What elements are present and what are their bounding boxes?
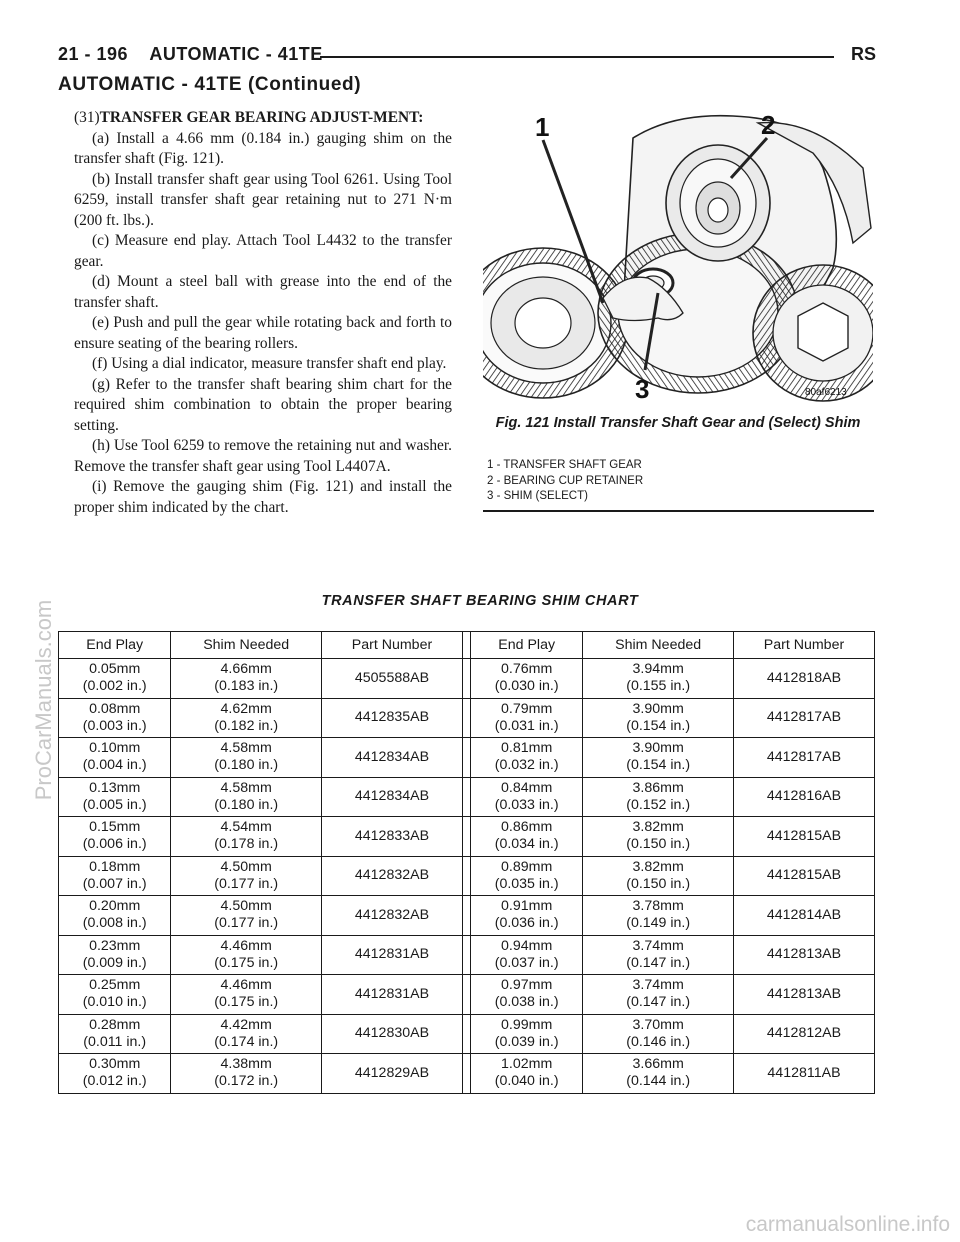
metric-value: 1.02mm: [501, 1056, 553, 1073]
part-number-cell: 4505588AB: [321, 659, 462, 699]
table-header-row: [59, 632, 875, 659]
imperial-value: (0.149 in.): [626, 915, 691, 932]
table-row: [59, 659, 875, 699]
shim-needed-cell: [583, 738, 734, 778]
imperial-value: (0.177 in.): [214, 915, 279, 932]
metric-value: 0.86mm: [501, 819, 553, 836]
imperial-value: (0.032 in.): [494, 757, 559, 774]
table-row: [59, 1054, 875, 1094]
substep-f: (f) Using a dial indicator, measure transfer shaft end play.: [92, 355, 447, 372]
shim-needed-cell: [171, 975, 322, 1015]
col-header: Shim Needed: [583, 632, 734, 659]
shim-needed-cell: [583, 935, 734, 975]
part-number-cell: 4412811AB: [733, 1054, 874, 1094]
end-play-cell: [59, 698, 171, 738]
part-number-cell: 4412813AB: [733, 935, 874, 975]
col-header: Part Number: [321, 632, 462, 659]
imperial-value: (0.180 in.): [214, 796, 279, 813]
column-gap: [462, 856, 470, 896]
table-row: [59, 896, 875, 936]
part-number-cell: 4412832AB: [321, 896, 462, 936]
substep-a: (a) Install a 4.66 mm (0.184 in.) gauging shim on the transfer shaft (Fig. 121).: [74, 129, 452, 167]
table-row: [59, 1014, 875, 1054]
imperial-value: (0.005 in.): [82, 796, 147, 813]
shim-needed-cell: [171, 856, 322, 896]
substep-b: (b) Install transfer shaft gear using Tool 6261. Using Tool 6259, install transfer shaft gear retaining nut to 271 N·m (200 ft. lbs.).: [74, 170, 452, 229]
end-play-cell: [59, 1054, 171, 1094]
procedure-text: [74, 108, 452, 518]
column-gap: [462, 632, 470, 659]
continued-heading: AUTOMATIC - 41TE (Continued): [58, 74, 362, 95]
step-number: (31): [74, 109, 100, 126]
part-number-cell: 4412816AB: [733, 777, 874, 817]
metric-value: 0.97mm: [501, 977, 553, 994]
part-number-cell: 4412834AB: [321, 777, 462, 817]
imperial-value: (0.178 in.): [214, 836, 279, 853]
end-play-cell: [59, 659, 171, 699]
metric-value: 0.25mm: [89, 977, 141, 994]
shim-needed-cell: [583, 856, 734, 896]
end-play-cell: [470, 856, 582, 896]
table-row: [59, 738, 875, 778]
step-heading: [74, 108, 452, 129]
shim-needed-cell: [583, 896, 734, 936]
shim-needed-cell: [583, 817, 734, 857]
column-gap: [462, 777, 470, 817]
imperial-value: (0.010 in.): [82, 994, 147, 1011]
shim-needed-cell: [171, 738, 322, 778]
figure-code: 80af6213: [805, 387, 847, 398]
metric-value: 4.54mm: [220, 819, 272, 836]
metric-value: 0.15mm: [89, 819, 141, 836]
part-number-cell: 4412814AB: [733, 896, 874, 936]
table-row: [59, 856, 875, 896]
metric-value: 0.08mm: [89, 700, 141, 717]
imperial-value: (0.155 in.): [626, 678, 691, 695]
substep-i: (i) Remove the gauging shim (Fig. 121) and install the proper shim indicated by the chart.: [74, 478, 452, 516]
shim-needed-cell: [171, 1014, 322, 1054]
substep-h: (h) Use Tool 6259 to remove the retaining nut and washer. Remove the transfer shaft gear using Tool L4407A.: [74, 437, 452, 475]
col-header: Shim Needed: [171, 632, 322, 659]
imperial-value: (0.172 in.): [214, 1073, 279, 1090]
end-play-cell: [59, 935, 171, 975]
imperial-value: (0.152 in.): [626, 796, 691, 813]
imperial-value: (0.147 in.): [626, 954, 691, 971]
side-watermark: [31, 500, 56, 900]
end-play-cell: [59, 1014, 171, 1054]
metric-value: 0.10mm: [89, 740, 141, 757]
shim-needed-cell: [583, 698, 734, 738]
callout-2: 2: [761, 110, 776, 140]
metric-value: 4.46mm: [220, 977, 272, 994]
end-play-cell: [470, 777, 582, 817]
metric-value: 3.66mm: [632, 1056, 684, 1073]
shim-needed-cell: [171, 698, 322, 738]
end-play-cell: [470, 975, 582, 1015]
table-row: [59, 935, 875, 975]
part-number-cell: 4412833AB: [321, 817, 462, 857]
table-row: [59, 698, 875, 738]
legend-item: 2 - BEARING CUP RETAINER: [487, 474, 644, 487]
imperial-value: (0.182 in.): [214, 717, 279, 734]
metric-value: 3.74mm: [632, 937, 684, 954]
metric-value: 4.62mm: [220, 700, 272, 717]
end-play-cell: [59, 975, 171, 1015]
imperial-value: (0.033 in.): [494, 796, 559, 813]
end-play-cell: [59, 777, 171, 817]
callout-1: 1: [535, 112, 550, 142]
callout-3: 3: [635, 374, 650, 404]
col-header: End Play: [470, 632, 582, 659]
metric-value: 4.46mm: [220, 937, 272, 954]
imperial-value: (0.004 in.): [82, 757, 147, 774]
metric-value: 4.38mm: [220, 1056, 272, 1073]
metric-value: 0.79mm: [501, 700, 553, 717]
shim-needed-cell: [171, 896, 322, 936]
running-header: [58, 44, 876, 70]
substep-d: (d) Mount a steel ball with grease into the end of the transfer shaft.: [74, 273, 452, 311]
part-number-cell: 4412818AB: [733, 659, 874, 699]
part-number-cell: 4412815AB: [733, 856, 874, 896]
metric-value: 3.90mm: [632, 700, 684, 717]
part-number-cell: 4412817AB: [733, 698, 874, 738]
part-number-cell: 4412830AB: [321, 1014, 462, 1054]
metric-value: 3.78mm: [632, 898, 684, 915]
metric-value: 0.91mm: [501, 898, 553, 915]
table-row: [59, 777, 875, 817]
col-header: End Play: [59, 632, 171, 659]
column-gap: [462, 1054, 470, 1094]
imperial-value: (0.006 in.): [82, 836, 147, 853]
imperial-value: (0.036 in.): [494, 915, 559, 932]
part-number-cell: 4412829AB: [321, 1054, 462, 1094]
part-number-cell: 4412832AB: [321, 856, 462, 896]
metric-value: 0.89mm: [501, 858, 553, 875]
end-play-cell: [470, 698, 582, 738]
imperial-value: (0.037 in.): [494, 954, 559, 971]
header-rule: [320, 56, 834, 58]
end-play-cell: [470, 1054, 582, 1094]
figure-legend: [487, 458, 643, 505]
shim-needed-cell: [583, 1014, 734, 1054]
metric-value: 3.82mm: [632, 819, 684, 836]
metric-value: 3.74mm: [632, 977, 684, 994]
metric-value: 4.66mm: [220, 661, 272, 678]
metric-value: 0.23mm: [89, 937, 141, 954]
end-play-cell: [59, 856, 171, 896]
imperial-value: (0.002 in.): [82, 678, 147, 695]
imperial-value: (0.175 in.): [214, 954, 279, 971]
metric-value: 3.82mm: [632, 858, 684, 875]
legend-item: 3 - SHIM (SELECT): [487, 490, 588, 502]
imperial-value: (0.030 in.): [494, 678, 559, 695]
imperial-value: (0.008 in.): [82, 915, 147, 932]
imperial-value: (0.144 in.): [626, 1073, 691, 1090]
end-play-cell: [59, 738, 171, 778]
table-row: [59, 975, 875, 1015]
imperial-value: (0.035 in.): [494, 875, 559, 892]
imperial-value: (0.011 in.): [83, 1033, 147, 1050]
column-gap: [462, 659, 470, 699]
imperial-value: (0.150 in.): [626, 836, 691, 853]
imperial-value: (0.174 in.): [214, 1033, 279, 1050]
part-number-cell: 4412815AB: [733, 817, 874, 857]
legend-item: 1 - TRANSFER SHAFT GEAR: [487, 459, 642, 471]
column-gap: [462, 896, 470, 936]
shim-needed-cell: [583, 659, 734, 699]
column-gap: [462, 935, 470, 975]
table-row: [59, 817, 875, 857]
column-gap: [462, 817, 470, 857]
shim-needed-cell: [171, 777, 322, 817]
imperial-value: (0.012 in.): [82, 1073, 147, 1090]
imperial-value: (0.038 in.): [494, 994, 559, 1011]
metric-value: 0.13mm: [89, 779, 141, 796]
table-body: [59, 659, 875, 1094]
metric-value: 0.05mm: [89, 661, 141, 678]
shim-needed-cell: [583, 1054, 734, 1094]
imperial-value: (0.007 in.): [82, 875, 147, 892]
metric-value: 0.28mm: [89, 1016, 141, 1033]
part-number-cell: 4412831AB: [321, 975, 462, 1015]
bottom-watermark: carmanualsonline.info: [745, 1213, 950, 1236]
imperial-value: (0.180 in.): [214, 757, 279, 774]
end-play-cell: [470, 738, 582, 778]
step-title: TRANSFER GEAR BEARING ADJUST-MENT:: [99, 109, 424, 126]
metric-value: 4.58mm: [220, 779, 272, 796]
substep-e: (e) Push and pull the gear while rotating back and forth to ensure seating of the bearing rollers.: [74, 314, 452, 352]
shim-needed-cell: [171, 817, 322, 857]
imperial-value: (0.183 in.): [214, 678, 279, 695]
shim-needed-cell: [171, 1054, 322, 1094]
metric-value: 4.50mm: [220, 858, 272, 875]
end-play-cell: [470, 935, 582, 975]
side-watermark-text: ProCarManuals.com: [31, 599, 56, 801]
metric-value: 0.84mm: [501, 779, 553, 796]
shim-chart-table: [58, 631, 875, 1094]
metric-value: 4.50mm: [220, 898, 272, 915]
legend-rule: [483, 510, 874, 512]
metric-value: 0.18mm: [89, 858, 141, 875]
imperial-value: (0.039 in.): [494, 1033, 559, 1050]
column-gap: [462, 738, 470, 778]
shim-needed-cell: [171, 659, 322, 699]
substep-g: (g) Refer to the transfer shaft bearing shim chart for the required shim combination to obtain the proper bearing setting.: [74, 375, 452, 434]
end-play-cell: [59, 817, 171, 857]
shim-needed-cell: [583, 777, 734, 817]
part-number-cell: 4412835AB: [321, 698, 462, 738]
column-gap: [462, 1014, 470, 1054]
imperial-value: (0.003 in.): [82, 717, 147, 734]
end-play-cell: [59, 896, 171, 936]
shim-needed-cell: [171, 935, 322, 975]
imperial-value: (0.150 in.): [626, 875, 691, 892]
metric-value: 0.20mm: [89, 898, 141, 915]
imperial-value: (0.177 in.): [214, 875, 279, 892]
imperial-value: (0.009 in.): [82, 954, 147, 971]
metric-value: 3.90mm: [632, 740, 684, 757]
end-play-cell: [470, 896, 582, 936]
metric-value: 0.81mm: [501, 740, 553, 757]
part-number-cell: 4412812AB: [733, 1014, 874, 1054]
metric-value: 0.76mm: [501, 661, 553, 678]
column-gap: [462, 975, 470, 1015]
chart-title: TRANSFER SHAFT BEARING SHIM CHART: [321, 593, 639, 609]
col-header: Part Number: [733, 632, 874, 659]
metric-value: 0.30mm: [89, 1056, 141, 1073]
substep-c: (c) Measure end play. Attach Tool L4432 to the transfer gear.: [74, 232, 452, 270]
end-play-cell: [470, 817, 582, 857]
figure-caption: Fig. 121 Install Transfer Shaft Gear and (Select) Shim: [495, 415, 861, 431]
edition-code: RS: [850, 44, 876, 64]
imperial-value: (0.146 in.): [626, 1033, 691, 1050]
metric-value: 3.70mm: [632, 1016, 684, 1033]
section-title: 21 - 196 AUTOMATIC - 41TE: [58, 44, 323, 64]
shim-needed-cell: [583, 975, 734, 1015]
part-number-cell: 4412831AB: [321, 935, 462, 975]
imperial-value: (0.040 in.): [494, 1073, 559, 1090]
end-play-cell: [470, 659, 582, 699]
metric-value: 0.99mm: [501, 1016, 553, 1033]
imperial-value: (0.154 in.): [626, 757, 691, 774]
imperial-value: (0.034 in.): [494, 836, 559, 853]
part-number-cell: 4412834AB: [321, 738, 462, 778]
transfer-gear-illustration: [483, 108, 873, 413]
part-number-cell: 4412813AB: [733, 975, 874, 1015]
imperial-value: (0.154 in.): [626, 717, 691, 734]
column-gap: [462, 698, 470, 738]
imperial-value: (0.147 in.): [626, 994, 691, 1011]
imperial-value: (0.031 in.): [494, 717, 559, 734]
metric-value: 4.42mm: [220, 1016, 272, 1033]
metric-value: 0.94mm: [501, 937, 553, 954]
metric-value: 3.94mm: [632, 661, 684, 678]
metric-value: 4.58mm: [220, 740, 272, 757]
end-play-cell: [470, 1014, 582, 1054]
part-number-cell: 4412817AB: [733, 738, 874, 778]
imperial-value: (0.175 in.): [214, 994, 279, 1011]
metric-value: 3.86mm: [632, 779, 684, 796]
